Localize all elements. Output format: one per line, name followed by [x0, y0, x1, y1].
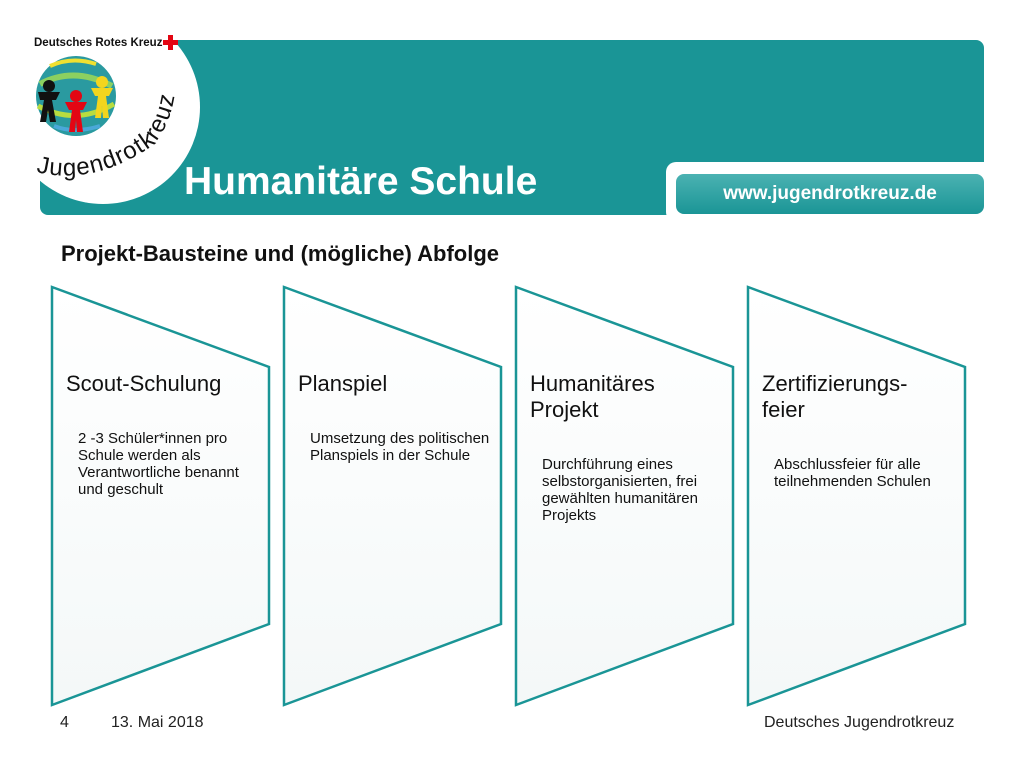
step-3-title: Humanitäres Projekt: [530, 371, 655, 422]
step-2-description: Umsetzung des politischen Planspiels in der Schule: [310, 430, 490, 464]
website-link[interactable]: www.jugendrotkreuz.de: [676, 174, 984, 214]
step-1-title: Scout-Schulung: [66, 371, 222, 396]
red-cross-icon: [163, 35, 178, 50]
step-3-description: Durchführung eines selbstorganisierten, frei gewählten humanitären Projekts: [542, 456, 698, 524]
step-shape-4: [748, 287, 965, 705]
slide-date: 13. Mai 2018: [111, 714, 204, 731]
step-4-title: Zertifizierungs-feier: [762, 371, 908, 422]
footer-organization: Deutsches Jugendrotkreuz: [764, 714, 955, 731]
slide-title: Humanitäre Schule: [184, 160, 538, 203]
jugendrotkreuz-logo: [14, 26, 194, 196]
step-shape-2: [284, 287, 501, 705]
page-number: 4: [60, 714, 69, 731]
drk-label: Deutsches Rotes Kreuz: [34, 37, 163, 49]
jugendrotkreuz-wordmark: Jugendrotkreuz: [34, 90, 181, 182]
step-1-description: 2 -3 Schüler*innen pro Schule werden als Verantwortliche benannt und geschult: [78, 430, 239, 498]
step-2-title: Planspiel: [298, 371, 388, 396]
step-4-description: Abschlussfeier für alle teilnehmenden Schulen: [774, 456, 931, 490]
slide-subtitle: Projekt-Bausteine und (mögliche) Abfolge: [61, 241, 499, 266]
